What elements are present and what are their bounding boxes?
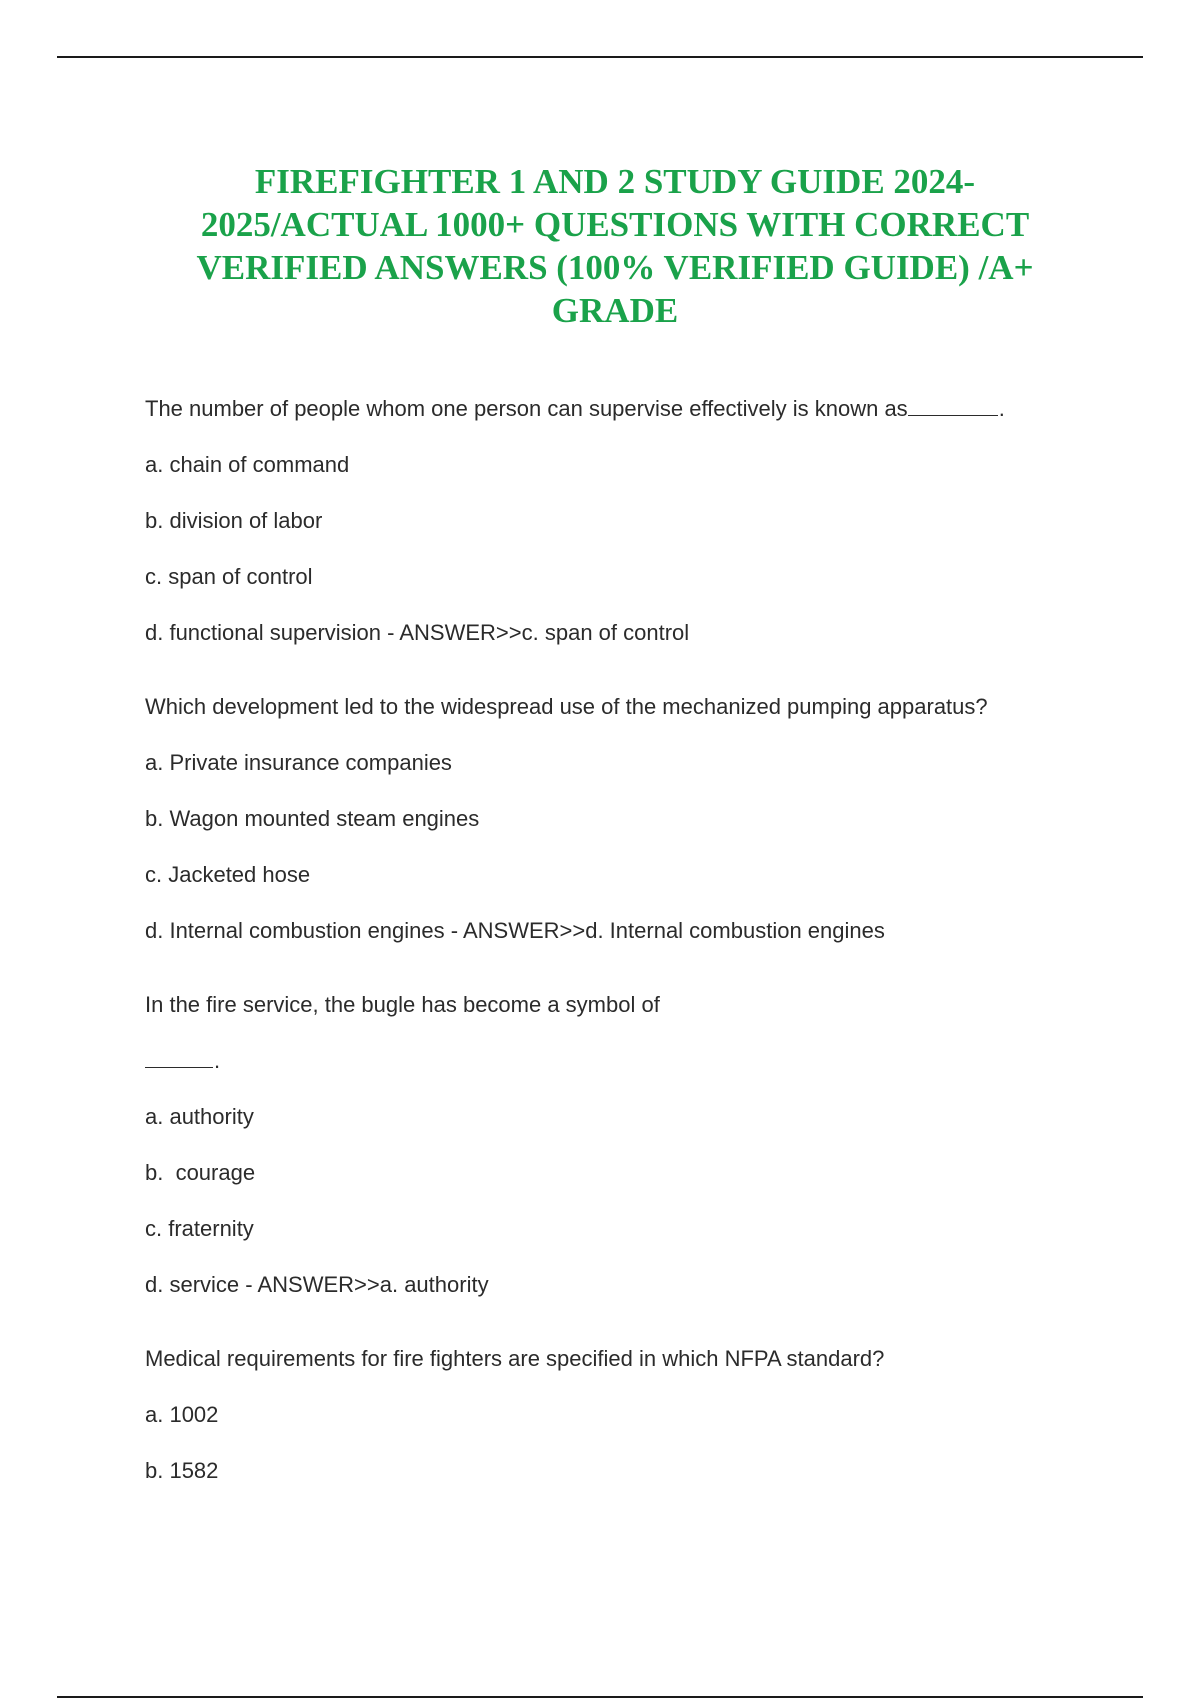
option-a: a. chain of command: [145, 452, 350, 477]
option-c: c. fraternity: [145, 1216, 254, 1241]
option-b: b. Wagon mounted steam engines: [145, 806, 480, 831]
option-a: a. 1002: [145, 1402, 219, 1427]
blank-line: [145, 1047, 1105, 1075]
question-2: [145, 693, 1105, 945]
option-a: a. Private insurance companies: [145, 750, 452, 775]
question-text: The number of people whom one person can supervise effectively is known as: [145, 396, 908, 421]
option-a: a. authority: [145, 1104, 254, 1129]
question-list: [145, 395, 1105, 1531]
option-b: b. division of labor: [145, 508, 323, 533]
option-c: c. Jacketed hose: [145, 862, 311, 887]
answer-blank: [908, 395, 998, 416]
option-d-answer: d. functional supervision - ANSWER>>c. span of control: [145, 620, 690, 645]
question-1: [145, 395, 1105, 647]
option-b: b. courage: [145, 1160, 256, 1185]
option-b: b. 1582: [145, 1458, 219, 1483]
document-title: FIREFIGHTER 1 AND 2 STUDY GUIDE 2024-2025/ACTUAL 1000+ QUESTIONS WITH CORRECT VERIFIED ANSWERS (100% VERIFIED GUIDE) /A+ GRADE: [196, 162, 1034, 330]
question-stem: In the fire service, the bugle has become a symbol of: [145, 992, 660, 1017]
question-stem: Medical requirements for fire fighters are specified in which NFPA standard?: [145, 1346, 885, 1371]
question-stem: [145, 395, 1105, 423]
top-rule: [57, 56, 1143, 58]
question-3: [145, 991, 1105, 1299]
option-c: c. span of control: [145, 564, 313, 589]
bottom-rule: [57, 1696, 1143, 1698]
stem-suffix: .: [214, 1048, 221, 1073]
question-stem: Which development led to the widespread use of the mechanized pumping apparatus?: [145, 694, 988, 719]
option-d-answer: d. service - ANSWER>>a. authority: [145, 1272, 489, 1297]
stem-suffix: .: [998, 396, 1005, 421]
question-4: [145, 1345, 1105, 1485]
answer-blank: [145, 1047, 213, 1068]
option-d-answer: d. Internal combustion engines - ANSWER>>d. Internal combustion engines: [145, 918, 885, 943]
